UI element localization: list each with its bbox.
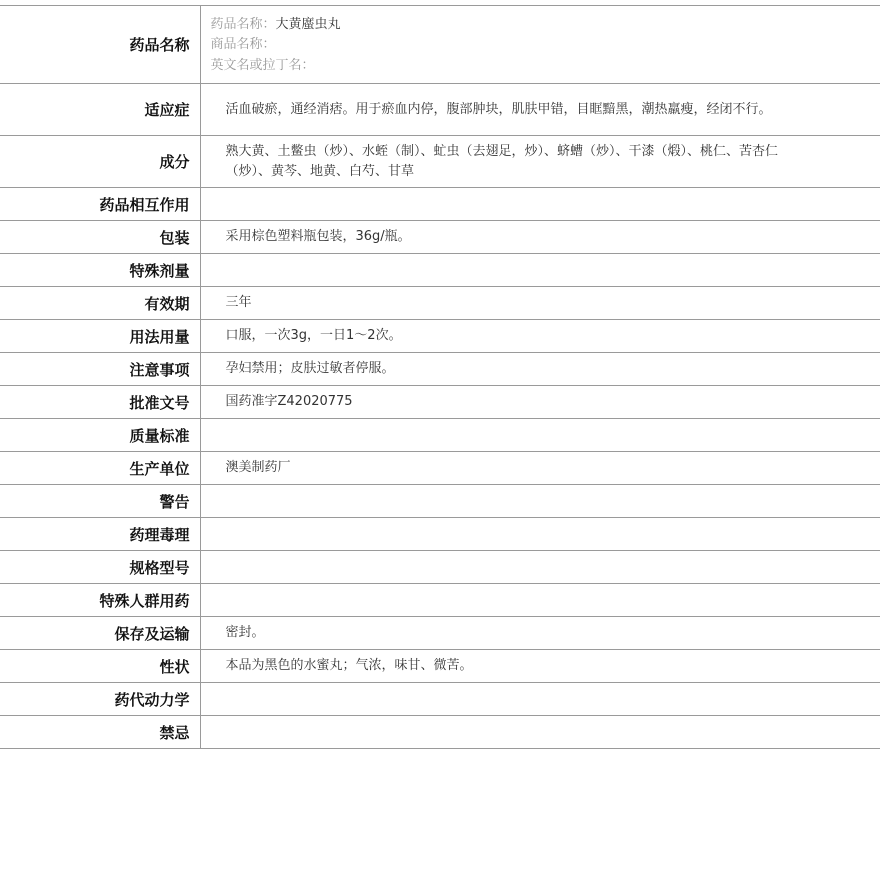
latin-name-label: 英文名或拉丁名： [210,57,315,73]
label-special-groups: 特殊人群用药 [0,584,200,617]
value-indications: 活血破瘀，通经消痞。用于瘀血内停，腹部肿块，肌肤甲错，目眶黯黑，潮热羸瘦，经闭不行。 [225,101,772,117]
row-warning [0,485,880,518]
row-precautions [0,353,880,386]
value-interactions [200,188,880,221]
label-drug-name: 药品名称 [0,6,200,84]
value-pharmacokinetics [200,683,880,716]
value-shelf-life: 三年 [225,295,252,310]
label-ingredients: 成分 [0,136,200,188]
row-contraindications [0,716,880,749]
drug-name-value: 大黄䗪虫丸 [275,16,341,32]
row-packaging [0,221,880,254]
trade-name-line [211,35,791,56]
value-specification [200,551,880,584]
value-approval: 国药准字Z42020775 [225,394,353,409]
value-quality [200,419,880,452]
label-warning: 警告 [0,485,200,518]
drug-info-table [0,5,880,749]
trade-name-label: 商品名称： [210,37,276,53]
label-quality: 质量标准 [0,419,200,452]
value-drug-name [200,6,880,84]
row-special-groups [0,584,880,617]
value-toxicology [200,518,880,551]
value-usage: 口服，一次3g，一日1～2次。 [225,328,402,343]
drug-name-line [211,15,791,36]
row-special-dosage [0,254,880,287]
label-shelf-life: 有效期 [0,287,200,320]
label-storage: 保存及运输 [0,617,200,650]
label-indications: 适应症 [0,84,200,136]
row-indications [0,84,880,136]
value-special-groups [200,584,880,617]
label-special-dosage: 特殊剂量 [0,254,200,287]
label-packaging: 包装 [0,221,200,254]
label-usage: 用法用量 [0,320,200,353]
value-ingredients: 熟大黄、土鳖虫（炒）、水蛭（制）、虻虫（去翅足，炒）、蛴螬（炒）、干漆（煅）、桃仁、苦杏仁（炒）、黄芩、地黄、白芍、甘草 [225,143,779,179]
row-shelf-life [0,287,880,320]
row-ingredients [0,136,880,188]
row-approval [0,386,880,419]
row-character [0,650,880,683]
drug-name-label: 药品名称： [210,16,276,32]
label-contraindications: 禁忌 [0,716,200,749]
label-character: 性状 [0,650,200,683]
latin-name-line [211,56,791,77]
row-usage [0,320,880,353]
value-warning [200,485,880,518]
row-manufacturer [0,452,880,485]
value-special-dosage [200,254,880,287]
value-manufacturer: 澳美制药厂 [225,460,291,475]
label-toxicology: 药理毒理 [0,518,200,551]
label-specification: 规格型号 [0,551,200,584]
value-precautions: 孕妇禁用；皮肤过敏者停服。 [225,361,395,376]
value-storage: 密封。 [225,625,265,640]
label-approval: 批准文号 [0,386,200,419]
row-storage [0,617,880,650]
row-interactions [0,188,880,221]
row-specification [0,551,880,584]
value-packaging: 采用棕色塑料瓶包装，36g/瓶。 [225,229,411,244]
row-pharmacokinetics [0,683,880,716]
label-pharmacokinetics: 药代动力学 [0,683,200,716]
value-character: 本品为黑色的水蜜丸；气浓，味甘、微苦。 [225,658,473,673]
row-drug-name [0,6,880,84]
label-interactions: 药品相互作用 [0,188,200,221]
label-precautions: 注意事项 [0,353,200,386]
value-contraindications [200,716,880,749]
label-manufacturer: 生产单位 [0,452,200,485]
row-quality [0,419,880,452]
row-toxicology [0,518,880,551]
